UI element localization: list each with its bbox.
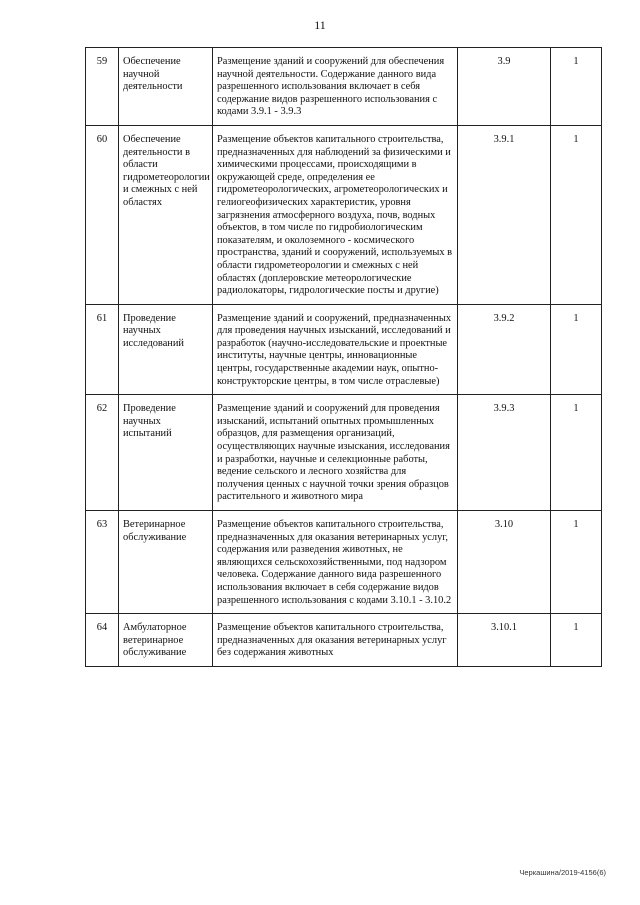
use-name: Ветеринарное обслуживание — [119, 511, 213, 614]
use-count: 1 — [551, 304, 602, 395]
table-row — [86, 614, 602, 667]
row-number: 63 — [86, 511, 119, 614]
table-row — [86, 125, 602, 304]
use-description: Размещение зданий и сооружений, предназначенных для проведения научных изысканий, исследований и разработок (научно-исследовательские и проектные институты, научные центры, инновационные центры, государственные академии наук, опытно-конструкторские центры, в том числе отраслевые) — [213, 304, 458, 395]
use-description: Размещение объектов капитального строительства, предназначенных для оказания ветеринарных услуг без содержания животных — [213, 614, 458, 667]
row-number: 62 — [86, 395, 119, 511]
table-row — [86, 395, 602, 511]
page-number: 11 — [314, 18, 326, 32]
table-body — [86, 48, 602, 667]
use-name: Амбулаторное ветеринарное обслуживание — [119, 614, 213, 667]
use-description: Размещение объектов капитального строительства, предназначенных для наблюдений за физическими и химическими процессами, происходящими в окружающей среде, определения ее гидрометеорологических, агрометеорологических и гелиогеофизических характеристик, уровня загрязнения атмосферного воздуха, почв, водных объектов, в том числе по гидробиологическим показателям, и околоземного - космического пространства, зданий и сооружений, используемых в области гидрометеорологии и смежных с ней областях (доплеровские метеорологические радиолокаторы, гидрологические посты и другие) — [213, 125, 458, 304]
use-description: Размещение объектов капитального строительства, предназначенных для оказания ветеринарных услуг, содержания или разведения животных, не являющихся сельскохозяйственными, под надзором человека. Содержание данного вида разрешенного использования включает в себя содержание видов разрешенного использования с кодами 3.10.1 - 3.10.2 — [213, 511, 458, 614]
row-number: 61 — [86, 304, 119, 395]
use-name: Проведение научных исследований — [119, 304, 213, 395]
use-code: 3.9.2 — [458, 304, 551, 395]
use-description: Размещение зданий и сооружений для обеспечения научной деятельности. Содержание данного вида разрешенного использования включает в себя содержание видов разрешенного использования с кодами 3.9.1 - 3.9.3 — [213, 48, 458, 126]
row-number: 60 — [86, 125, 119, 304]
use-name: Проведение научных испытаний — [119, 395, 213, 511]
document-footer: Черкашина/2019-4156(6) — [519, 868, 606, 877]
land-use-table — [85, 47, 602, 667]
use-count: 1 — [551, 48, 602, 126]
use-code: 3.9.3 — [458, 395, 551, 511]
table-row — [86, 304, 602, 395]
use-code: 3.10.1 — [458, 614, 551, 667]
use-description: Размещение зданий и сооружений для проведения изысканий, испытаний опытных промышленных образцов, для размещения организаций, осуществляющих научные изыскания, исследования и разработки, научные и селекционные работы, ведение сельского и лесного хозяйства для получения ценных с научной точки зрения образцов растительного и животного мира — [213, 395, 458, 511]
use-count: 1 — [551, 125, 602, 304]
use-count: 1 — [551, 511, 602, 614]
use-count: 1 — [551, 395, 602, 511]
use-count: 1 — [551, 614, 602, 667]
use-name: Обеспечение деятельности в области гидрометеорологии и смежных с ней областях — [119, 125, 213, 304]
use-code: 3.9.1 — [458, 125, 551, 304]
row-number: 64 — [86, 614, 119, 667]
row-number: 59 — [86, 48, 119, 126]
table-row — [86, 511, 602, 614]
table-row — [86, 48, 602, 126]
use-code: 3.10 — [458, 511, 551, 614]
use-name: Обеспечение научной деятельности — [119, 48, 213, 126]
use-code: 3.9 — [458, 48, 551, 126]
